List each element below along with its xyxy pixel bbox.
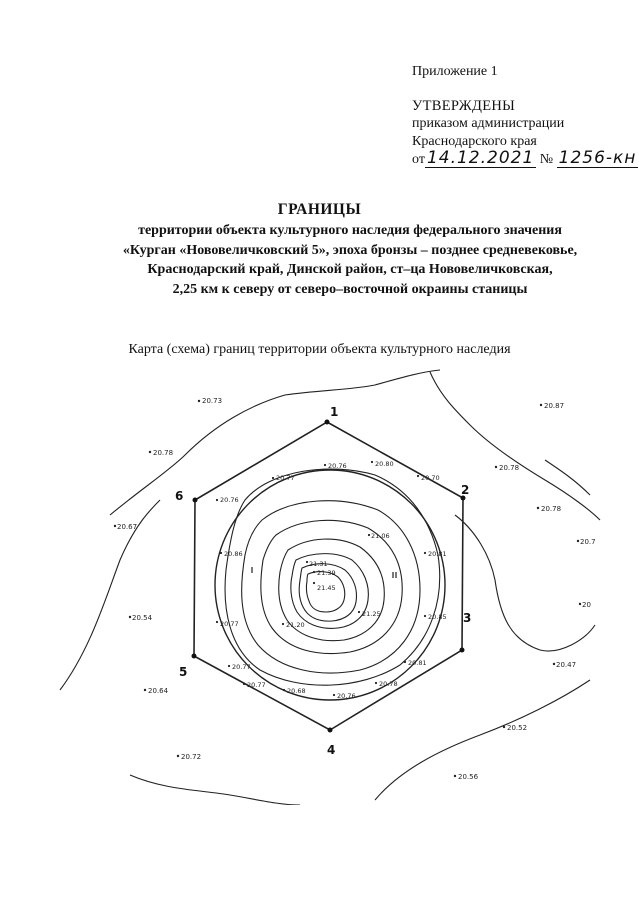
approval-line-1: приказом администрации	[412, 116, 565, 131]
spot-height: 20.67	[117, 523, 138, 531]
order-line	[412, 150, 638, 168]
vertex-label: 1	[330, 405, 339, 419]
document-title: ГРАНИЦЫ	[277, 201, 362, 218]
spot-height: 20.78	[499, 464, 520, 472]
spot-height: 20.56	[458, 773, 479, 781]
terrain-contour	[60, 500, 160, 690]
spot-height: 20.68	[287, 687, 306, 695]
spot-height: 21.31	[309, 560, 328, 568]
spot-height: 20.54	[132, 614, 153, 622]
order-from-prefix: от	[412, 152, 425, 167]
spot-height: 20.85	[428, 613, 447, 621]
spot-height: 20.7	[580, 538, 596, 546]
mound-contour	[225, 469, 440, 685]
spot-height: 21.45	[317, 584, 336, 592]
spot-height: 21.25	[362, 610, 381, 618]
spot-height: 20	[582, 601, 591, 609]
appendix-label: Приложение 1	[412, 64, 498, 79]
spot-height: 20.77	[276, 474, 295, 482]
approval-block	[412, 97, 564, 151]
vertex-label: 6	[175, 489, 184, 503]
document-subtitle	[70, 221, 630, 299]
spot-height: 20.77	[247, 681, 266, 689]
terrain-contour	[110, 370, 440, 515]
spot-height: 20.87	[544, 402, 565, 410]
inner-spot-heights	[216, 460, 447, 700]
spot-height: 20.78	[153, 449, 174, 457]
order-number-label: №	[539, 152, 554, 167]
vertex-labels	[175, 405, 471, 757]
spot-height: 20.77	[232, 663, 251, 671]
approval-title: УТВЕРЖДЕНЫ	[412, 98, 516, 114]
terrain-contour	[375, 680, 590, 800]
vertex-label: 5	[179, 665, 188, 679]
spot-height: 20.64	[148, 687, 169, 695]
terrain-contour	[430, 372, 600, 520]
spot-height: 21.06	[371, 532, 390, 540]
approval-line-2: Краснодарского края	[412, 134, 537, 149]
order-date: 14.12.2021	[426, 148, 535, 168]
spot-height: 20.70	[421, 474, 440, 482]
terrain-contour	[130, 775, 300, 805]
spot-height: 20.76	[337, 692, 356, 700]
spot-height: 20.78	[541, 505, 562, 513]
spot-height: 20.81	[428, 550, 447, 558]
spot-height: 20.76	[328, 462, 347, 470]
spot-height: 20.77	[220, 620, 239, 628]
spot-height: 20.72	[181, 753, 202, 761]
spot-height: 20.81	[408, 659, 427, 667]
map-caption: Карта (схема) границ территории объекта культурного наследия	[128, 342, 511, 357]
spot-height: 20.76	[220, 496, 239, 504]
spot-height: 21.20	[286, 621, 305, 629]
spot-height: 20.52	[507, 724, 528, 732]
terrain-contour	[545, 460, 590, 495]
vertex-label: 4	[327, 743, 336, 757]
spot-height: 20.78	[379, 680, 398, 688]
vertex-label: 2	[461, 483, 470, 497]
vertex-label: 3	[463, 611, 472, 625]
spot-height: 20.80	[375, 460, 394, 468]
subtitle-line: Краснодарский край, Динской район, ст–ца Нововеличковская,	[147, 262, 553, 277]
boundary-map	[0, 365, 639, 805]
spot-height: 20.73	[202, 397, 223, 405]
subtitle-line: 2,25 км к северу от северо–восточной окраины станицы	[172, 281, 528, 297]
terrain-contour	[455, 515, 595, 651]
spot-height: 21.39	[317, 569, 336, 577]
spot-height: 20.47	[556, 661, 577, 669]
subtitle-line: «Курган «Нововеличковский 5», эпоха бронзы – позднее средневековье,	[122, 242, 578, 258]
order-number: 1256-кн	[558, 148, 637, 168]
subtitle-line: территории объекта культурного наследия федерального значения	[138, 223, 562, 238]
spot-height: 20.86	[224, 550, 243, 558]
